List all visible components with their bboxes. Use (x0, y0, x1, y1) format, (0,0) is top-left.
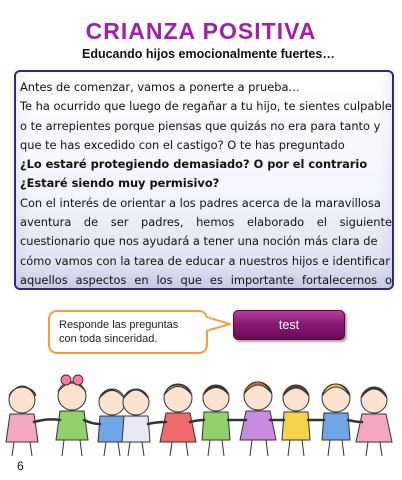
intro-text-content (20, 78, 392, 290)
test-button[interactable]: test (233, 310, 345, 340)
intro-line: cuestionario que nos ayudará a tener una noción más clara de (20, 234, 378, 249)
page-number: 6 (17, 459, 24, 473)
instruction-callout (48, 310, 208, 354)
children-holding-hands-illustration (0, 368, 402, 460)
page-title: CRIANZA POSITIVA (85, 18, 317, 44)
callout-line: con toda sinceridad. (59, 333, 158, 345)
intro-line: que te has excedido con el castigo? O te has preguntado (20, 137, 345, 152)
intro-line: o te arrepientes porque piensas que quizás no era para tanto y (20, 118, 381, 133)
callout-line: Responde las preguntas (59, 319, 179, 331)
intro-line: Con el interés de orientar a los padres acerca de la maravillosa (20, 195, 381, 210)
intro-line: cómo vamos con la tarea de educar a nuestros hijos e identificar (20, 253, 390, 268)
page-subtitle: Educando hijos emocionalmente fuertes… (82, 47, 335, 61)
intro-question-line: ¿Lo estaré protegiendo demasiado? O por el contrario (20, 157, 368, 172)
intro-line: Antes de comenzar, vamos a ponerte a prueba… (20, 80, 300, 94)
callout-pointer-icon (206, 315, 234, 335)
intro-line: aquellos aspectos en los que es importante fortalecernos o (20, 272, 392, 287)
intro-line: Te ha ocurrido que luego de regañar a tu hijo, te sientes culpable (20, 99, 392, 114)
intro-text-box[interactable] (14, 70, 394, 290)
intro-line: aventura de ser padres, hemos elaborado el siguiente (20, 215, 392, 230)
intro-question-line: ¿Estaré siendo muy permisivo? (20, 176, 220, 191)
